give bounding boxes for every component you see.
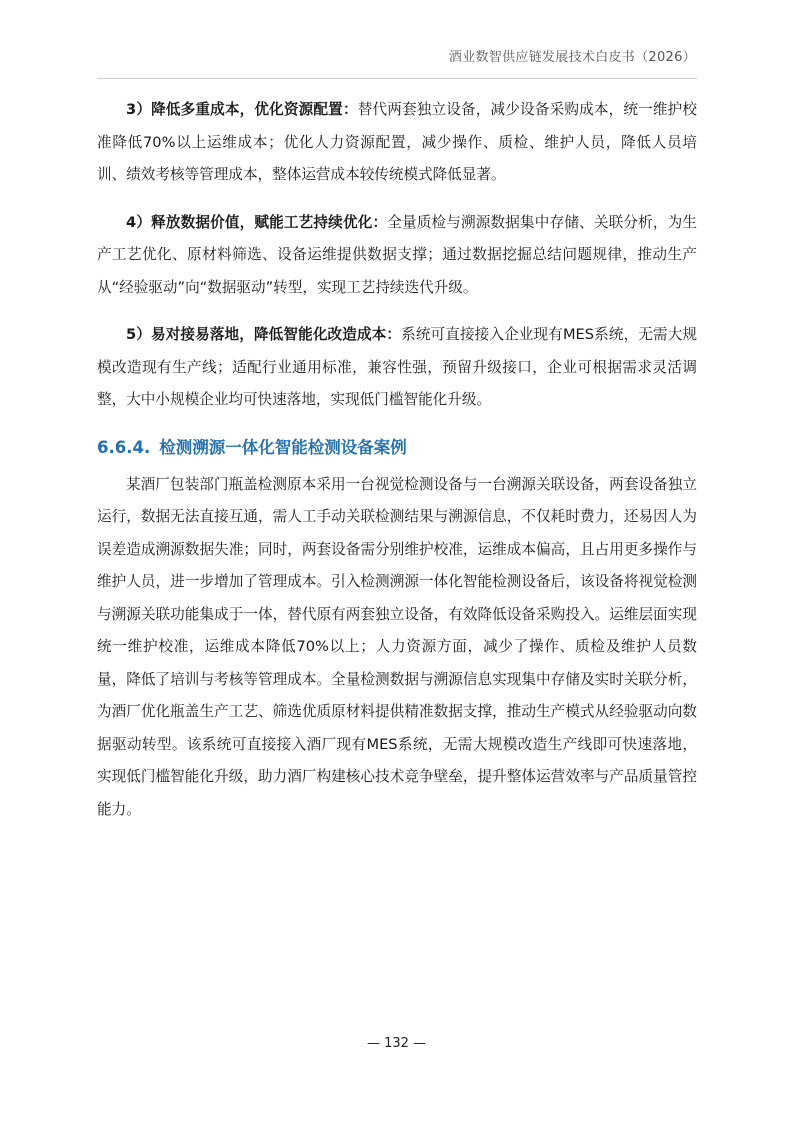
page-number: — 132 —	[366, 1036, 427, 1051]
benefit-text-4: 全量质检与溯源数据集中存储、关联分析，为生产工艺优化、原材料筛选、设备运维提供数据支撑；通过数据挖掘总结问题规律，推动生产从“经验驱动”向“数据驱动”转型，实现工艺持续迭代升级。	[97, 213, 697, 296]
section-title: 检测溯源一体化智能检测设备案例	[159, 437, 407, 457]
benefit-text-3: 替代两套独立设备，减少设备采购成本，统一维护校准降低70%以上运维成本；优化人力资源配置，减少操作、质检、维护人员，降低人员培训、绩效考核等管理成本，整体运营成本较传统模式降低显著。	[97, 101, 697, 183]
benefit-paragraph-3	[97, 94, 697, 192]
benefit-lead-5: 5）易对接易落地，降低智能化改造成本：	[126, 326, 402, 343]
section-heading	[97, 435, 697, 461]
benefit-lead-4: 4）释放数据价值，赋能工艺持续优化：	[126, 213, 388, 231]
benefit-lead-3: 3）降低多重成本，优化资源配置：	[126, 101, 358, 118]
running-header: 酒业数智供应链发展技术白皮书（2026）	[448, 50, 696, 65]
benefit-text-5: 系统可直接接入企业现有MES系统，无需大规模改造现有生产线；适配行业通用标准，兼容性强，预留升级接口，企业可根据需求灵活调整，大中小规模企业均可快速落地，实现低门槛智能化升级。	[97, 326, 698, 408]
benefit-paragraph-4	[97, 207, 697, 305]
header-divider	[97, 78, 697, 79]
section-number: 6.6.4.	[97, 437, 151, 457]
case-study-paragraph: 某酒厂包装部门瓶盖检测原本采用一台视觉检测设备与一台溯源关联设备，两套设备独立运行，数据无法直接互通，需人工手动关联检测结果与溯源信息，不仅耗时费力，还易因人为误差造成溯源数据失准；同时，两套设备需分别维护校准，运维成本偏高，且占用更多操作与维护人员，进一步增加了管理成本。引入检测溯源一体化智能检测设备后，该设备将视觉检测与溯源关联功能集成于一体，替代原有两套独立设备，有效降低设备采购投入。运维层面实现统一维护校准，运维成本降低70%以上；人力资源方面，减少了操作、质检及维护人员数量，降低了培训与考核等管理成本。全量检测数据与溯源信息实现集中存储及实时关联分析，为酒厂优化瓶盖生产工艺、筛选优质原材料提供精准数据支撑，推动生产模式从经验驱动向数据驱动转型。该系统可直接接入酒厂现有MES系统，无需大规模改造生产线即可快速落地，实现低门槛智能化升级，助力酒厂构建核心技术竞争壁垒，提升整体运营效率与产品质量管控能力。	[97, 475, 697, 818]
benefit-paragraph-5	[97, 319, 697, 417]
page-content	[97, 94, 697, 841]
